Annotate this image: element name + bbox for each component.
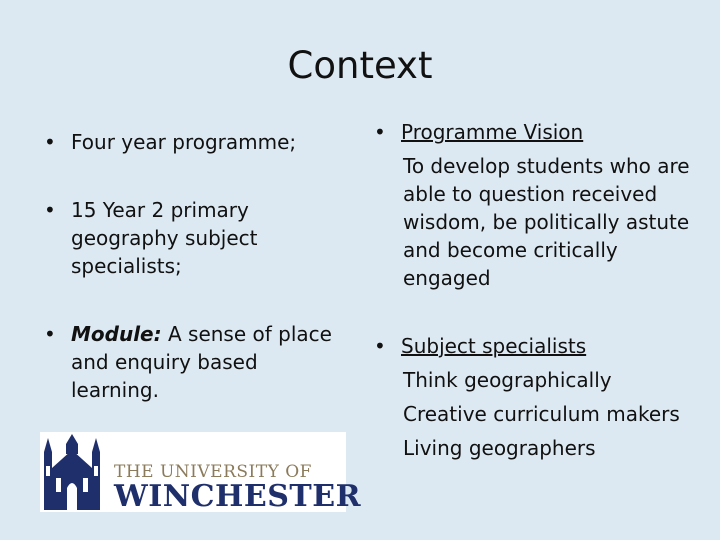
bullet-text: 15 Year 2 primary geography subject specialists; bbox=[71, 198, 258, 278]
specialists-line: Creative curriculum makers bbox=[403, 402, 680, 426]
left-column bbox=[44, 128, 344, 404]
logo-line2: WINCHESTER bbox=[114, 479, 362, 514]
specialists-heading: Subject specialists bbox=[401, 334, 587, 358]
module-label: Module: bbox=[71, 322, 162, 346]
bullet-marker: • bbox=[44, 130, 56, 154]
bullet-specialists-count bbox=[44, 196, 344, 280]
vision-heading: Programme Vision bbox=[401, 120, 584, 144]
bullet-module bbox=[44, 320, 344, 404]
bullet-four-year bbox=[44, 128, 344, 156]
bullet-programme-vision bbox=[374, 118, 709, 292]
slide-title: Context bbox=[287, 44, 433, 87]
specialists-line: Think geographically bbox=[403, 368, 612, 392]
bullet-marker: • bbox=[44, 198, 56, 222]
bullet-subject-specialists bbox=[374, 332, 709, 462]
specialists-line: Living geographers bbox=[403, 436, 596, 460]
university-logo bbox=[40, 432, 362, 514]
module-text: A sense of place and enquiry based learning. bbox=[71, 322, 332, 402]
logo-line1: THE UNIVERSITY OF bbox=[114, 462, 312, 482]
bullet-marker: • bbox=[44, 322, 56, 346]
cathedral-icon bbox=[40, 432, 110, 512]
right-column bbox=[374, 118, 709, 462]
vision-text: To develop students who are able to question received wisdom, be politically astute and become critically engaged bbox=[403, 154, 690, 290]
bullet-marker: • bbox=[374, 120, 386, 144]
bullet-marker: • bbox=[374, 334, 386, 358]
bullet-text: Four year programme; bbox=[71, 130, 297, 154]
